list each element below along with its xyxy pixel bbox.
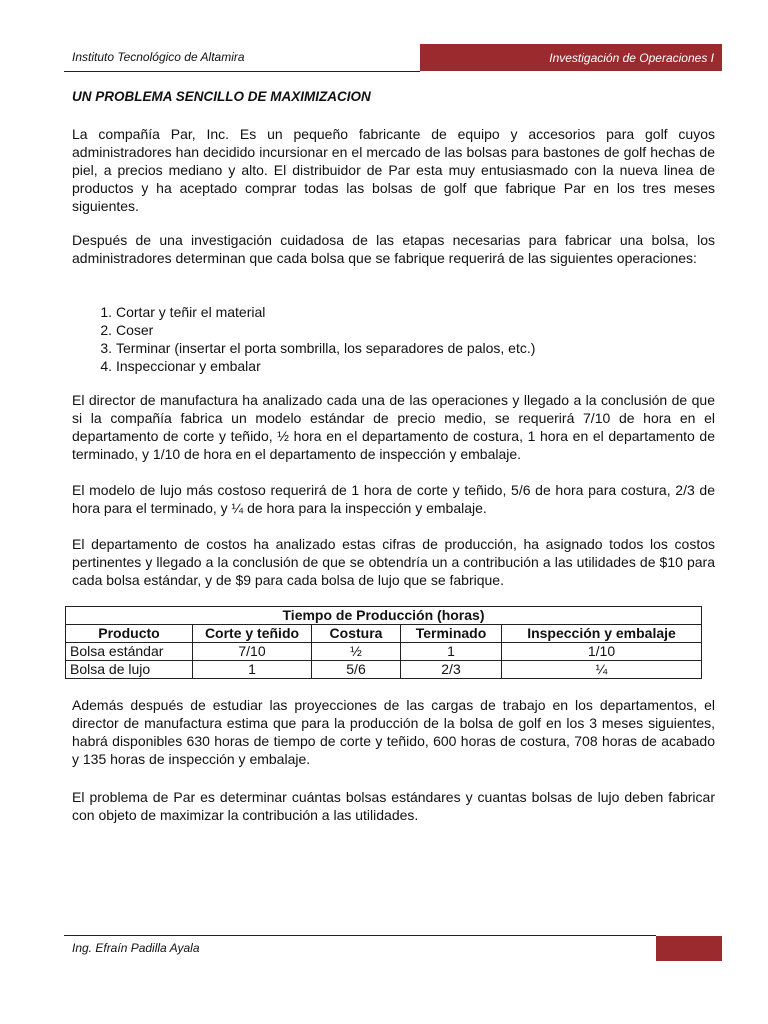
list-number: 4 .	[72, 357, 116, 375]
table-cell: Bolsa estándar	[66, 643, 193, 661]
list-text: Inspeccionar y embalar	[116, 358, 261, 374]
table-cell: 7/10	[193, 643, 312, 661]
list-text: Coser	[116, 322, 154, 338]
list-text: Terminar (insertar el porta sombrilla, los separadores de palos, etc.)	[116, 340, 536, 356]
table-cell: 1/10	[502, 643, 702, 661]
table-header: Terminado	[401, 625, 502, 643]
paragraph-operations-intro: Después de una investigación cuidadosa de las etapas necesarias para fabricar una bolsa, los administradores determinan que cada bolsa que se fabrique requerirá de las siguientes operaciones:	[72, 232, 715, 266]
header-institution: Instituto Tecnológico de Altamira	[72, 50, 245, 64]
paragraph-standard-model: El director de manufactura ha analizado cada una de las operaciones y llegado a la conclusión de que si la compañía fabrica un modelo estándar de precio medio, se requerirá 7/10 de hora en el departamento de corte y teñido, ½ hora en el departamento de costura, 1 hora en el departamento de terminado, y 1/10 de hora en el departamento de inspección y embalaje.	[72, 392, 715, 462]
paragraph-problem-statement: El problema de Par es determinar cuántas bolsas estándares y cuantas bolsas de lujo deben fabricar con objeto de maximizar la contribución a las utilidades.	[72, 789, 715, 823]
document-title: UN PROBLEMA SENCILLO DE MAXIMIZACION	[72, 89, 371, 104]
table-caption: Tiempo de Producción (horas)	[66, 607, 702, 625]
table-row	[66, 643, 702, 661]
header-course-title: Investigación de Operaciones I	[549, 50, 714, 65]
table-cell: ½	[312, 643, 401, 661]
table-cell: 5/6	[312, 661, 401, 679]
list-text: Cortar y teñir el material	[116, 304, 266, 320]
table-cell: 1	[401, 643, 502, 661]
table-row	[66, 661, 702, 679]
footer-author: Ing. Efraín Padilla Ayala	[72, 941, 200, 955]
production-time-table	[65, 606, 702, 679]
table-header: Producto	[66, 625, 193, 643]
table-cell: ¼	[502, 661, 702, 679]
paragraph-capacity: Además después de estudiar las proyecciones de las cargas de trabajo en los departamentos, el director de manufactura estima que para la producción de la bolsa de golf en los 3 meses siguientes, habrá disponibles 630 horas de tiempo de corte y teñido, 600 horas de costura, 708 horas de acabado y 135 horas de inspección y embalaje.	[72, 697, 715, 767]
table-cell: 2/3	[401, 661, 502, 679]
list-item	[72, 321, 712, 339]
paragraph-intro: La compañía Par, Inc. Es un pequeño fabricante de equipo y accesorios para golf cuyos administradores han decidido incursionar en el mercado de las bolsas para bastones de golf hechas de piel, a precios mediano y alto. El distribuidor de Par esta muy entusiasmado con la nueva linea de productos y ha aceptado comprar todas las bolsas de golf que fabrique Par en los tres meses siguientes.	[72, 126, 715, 214]
list-item	[72, 339, 712, 357]
table-cell: Bolsa de lujo	[66, 661, 193, 679]
paragraph-costs: El departamento de costos ha analizado estas cifras de producción, ha asignado todos los costos pertinentes y llegado a la conclusión de que se obtendría un a contribución a las utilidades de $10 para cada bolsa estándar, y de $9 para cada bolsa de lujo que se fabrique.	[72, 536, 715, 588]
paragraph-deluxe-model: El modelo de lujo más costoso requerirá de 1 hora de corte y teñido, 5/6 de hora para costura, 2/3 de hora para el terminado, y ¼ de hora para la inspección y embalaje.	[72, 482, 715, 516]
footer-divider	[64, 935, 656, 936]
header-divider	[64, 71, 420, 72]
footer-accent-box	[656, 936, 722, 961]
list-item	[72, 303, 712, 321]
list-item	[72, 357, 712, 375]
table-header: Corte y teñido	[193, 625, 312, 643]
list-number: 1 .	[72, 303, 116, 321]
table-header: Costura	[312, 625, 401, 643]
table-cell: 1	[193, 661, 312, 679]
header-course-banner	[420, 44, 722, 71]
list-number: 3 .	[72, 339, 116, 357]
list-number: 2 .	[72, 321, 116, 339]
table-header: Inspección y embalaje	[502, 625, 702, 643]
operations-list	[72, 303, 712, 375]
